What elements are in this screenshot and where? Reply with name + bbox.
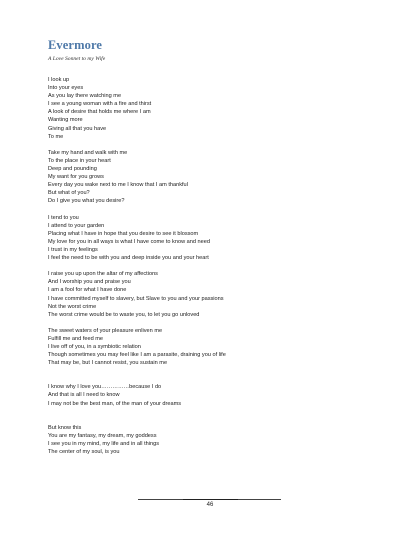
poem-line: Giving all that you have xyxy=(48,125,107,132)
poem-line: And that is all I need to know xyxy=(48,392,120,399)
poem-title: Evermore xyxy=(48,38,103,52)
poem-line: I tend to you xyxy=(48,214,79,221)
poem-line: I feel the need to be with you and deep inside you and your heart xyxy=(48,255,209,262)
poem-line: I live off of you, in a symbiotic relation xyxy=(48,344,141,351)
poem-line: I see you in my mind, my life and in all things xyxy=(48,440,159,447)
poem-line: Into your eyes xyxy=(48,85,84,92)
poem-line: A look of desire that holds me where I am xyxy=(48,109,151,116)
poem-line: To me xyxy=(48,133,64,140)
poem-line: I know why I love you……………because I do xyxy=(48,384,162,391)
poem-line: The sweet waters of your pleasure enliven me xyxy=(48,327,163,334)
poem-line: As you lay there watching me xyxy=(48,93,122,100)
poem-line: Do I give you what you desire? xyxy=(48,198,125,205)
poem-line: Wanting more xyxy=(48,117,83,124)
stanza-3 xyxy=(48,214,388,263)
poem-line: You are my fantasy, my dream, my goddess xyxy=(48,432,157,439)
poem-line: And I worship you and praise you xyxy=(48,279,131,286)
poem-line: That may be, but I cannot resist, you sustain me xyxy=(48,360,168,367)
stanza-6 xyxy=(48,383,388,407)
poem-line: Every day you wake next to me I know that I am thankful xyxy=(48,182,188,189)
poem-line: I see a young woman with a fire and thirst xyxy=(48,101,152,108)
stanza-2 xyxy=(48,149,388,206)
poem-line: I look up xyxy=(48,77,70,83)
footer-divider-accent xyxy=(183,499,238,500)
poem-line: I trust in my feelings xyxy=(48,246,98,253)
poem-line: But what of you? xyxy=(48,190,90,197)
stanza-7 xyxy=(48,424,388,456)
poem-line: I am a fool for what I have done xyxy=(48,287,127,294)
poem-line: Fulfill me and feed me xyxy=(48,336,104,342)
poem-line: The worst crime would be to waste you, to let you go unloved xyxy=(48,311,200,318)
poem-line: My want for you grows xyxy=(48,174,104,181)
poem-line: Deep and pounding xyxy=(48,166,97,173)
poem-line: But know this xyxy=(48,424,82,431)
poem-subtitle: A Love Sonnet to my Wife xyxy=(48,56,106,62)
poem-line: Placing what I have in hope that you desire to see it blossom xyxy=(48,230,199,237)
stanza-5 xyxy=(48,327,388,367)
poem-line: To the place in your heart xyxy=(48,157,111,164)
poem-line: I have committed myself to slavery, but Slave to you and your passions xyxy=(48,295,224,302)
poem-line: Not the worst crime xyxy=(48,303,97,310)
poem-line: I raise you up upon the altar of my affections xyxy=(48,271,158,278)
poem-line: Though sometimes you may feel like I am a parasite, draining you of life xyxy=(48,352,226,359)
poem-body xyxy=(48,76,388,464)
poem-line: I attend to your garden xyxy=(48,222,105,229)
stanza-1 xyxy=(48,76,388,141)
stanza-4 xyxy=(48,270,388,319)
poem-line: Take my hand and walk with me xyxy=(48,149,128,156)
poem-line: I may not be the best man, of the man of your dreams xyxy=(48,400,182,407)
poem-line: My love for you in all ways is what I have come to know and need xyxy=(48,238,210,245)
poem-line: The center of my soul, is you xyxy=(48,448,120,455)
page-number: 46 xyxy=(206,502,214,508)
